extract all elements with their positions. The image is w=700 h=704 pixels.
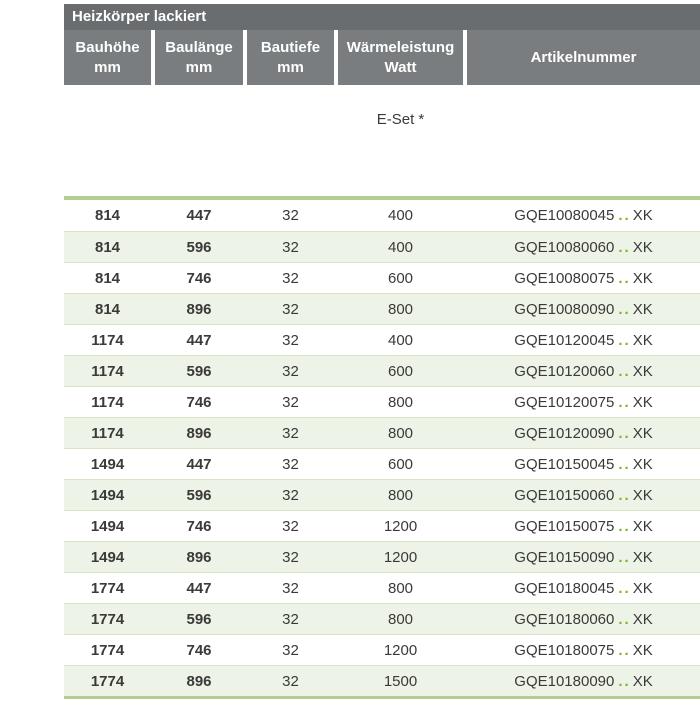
artikelnummer-suffix: XK xyxy=(632,331,653,349)
cell-bauhoehe: 1774 xyxy=(90,672,125,690)
artikelnummer-prefix: GQE10080075 xyxy=(514,269,615,287)
artikelnummer-suffix: XK xyxy=(632,579,653,597)
cell-waermeleistung: 400 xyxy=(387,238,414,256)
table-row xyxy=(64,665,700,696)
cell-bautiefe: 32 xyxy=(282,455,299,473)
artikelnummer-prefix: GQE10120045 xyxy=(514,331,615,349)
cell-artikelnummer xyxy=(467,666,700,696)
cell-artikelnummer xyxy=(467,387,700,417)
table-row xyxy=(64,417,700,448)
table-row xyxy=(64,572,700,603)
cell-bauhoehe: 1174 xyxy=(91,331,124,349)
cell-bauhoehe: 1494 xyxy=(90,486,125,504)
artikelnummer-placeholder-dots: .. xyxy=(618,548,631,566)
cell-waermeleistung: 600 xyxy=(387,455,414,473)
column-header-waermeleistung xyxy=(338,30,463,85)
table-row xyxy=(64,448,700,479)
cell-waermeleistung: 800 xyxy=(387,300,414,318)
cell-baulaenge: 746 xyxy=(186,269,212,287)
table-row xyxy=(64,324,700,355)
column-header-unit: mm xyxy=(185,58,213,76)
cell-bauhoehe: 814 xyxy=(94,300,121,318)
artikelnummer-suffix: XK xyxy=(632,610,653,628)
cell-bauhoehe: 814 xyxy=(94,207,121,224)
column-header-label: Bauhöhe xyxy=(75,39,140,56)
artikelnummer-suffix: XK xyxy=(632,517,653,535)
cell-waermeleistung: 800 xyxy=(387,610,414,628)
cell-artikelnummer xyxy=(467,449,700,479)
table-row xyxy=(64,293,700,324)
radiator-spec-table xyxy=(64,4,700,699)
artikelnummer-placeholder-dots: .. xyxy=(618,486,631,504)
cell-bauhoehe: 814 xyxy=(94,238,121,256)
artikelnummer-placeholder-dots: .. xyxy=(618,517,631,535)
cell-waermeleistung: 600 xyxy=(387,362,414,380)
artikelnummer-suffix: XK xyxy=(632,548,653,566)
artikelnummer-placeholder-dots: .. xyxy=(618,610,631,628)
column-header-unit: mm xyxy=(277,58,304,76)
column-header-label: Artikelnummer xyxy=(530,48,637,66)
cell-baulaenge: 596 xyxy=(186,610,212,628)
cell-bauhoehe: 1494 xyxy=(90,455,125,473)
cell-bautiefe: 32 xyxy=(282,672,299,690)
cell-bauhoehe: 1174 xyxy=(91,362,124,380)
artikelnummer-suffix: XK xyxy=(632,641,653,659)
artikelnummer-placeholder-dots: .. xyxy=(618,300,631,318)
artikelnummer-placeholder-dots: .. xyxy=(618,424,631,442)
column-header-unit: mm xyxy=(94,58,121,76)
cell-baulaenge: 746 xyxy=(186,393,212,411)
artikelnummer-suffix: XK xyxy=(632,424,653,442)
cell-bautiefe: 32 xyxy=(282,207,299,224)
cell-artikelnummer xyxy=(467,418,700,448)
cell-bautiefe: 32 xyxy=(282,393,299,411)
artikelnummer-prefix: GQE10120090 xyxy=(514,424,615,442)
column-header-artikelnummer xyxy=(467,30,700,85)
artikelnummer-suffix: XK xyxy=(632,207,653,224)
artikelnummer-prefix: GQE10120060 xyxy=(514,362,615,380)
table-row xyxy=(64,386,700,417)
cell-bautiefe: 32 xyxy=(282,269,299,287)
cell-bauhoehe: 1494 xyxy=(90,517,125,535)
table-row xyxy=(64,634,700,665)
cell-artikelnummer xyxy=(467,263,700,293)
artikelnummer-suffix: XK xyxy=(632,238,653,256)
cell-baulaenge: 596 xyxy=(186,486,212,504)
cell-bautiefe: 32 xyxy=(282,579,299,597)
artikelnummer-placeholder-dots: .. xyxy=(618,207,631,224)
cell-baulaenge: 896 xyxy=(186,300,212,318)
cell-artikelnummer xyxy=(467,356,700,386)
cell-waermeleistung: 1200 xyxy=(383,517,418,535)
column-header-label: Bautiefe xyxy=(260,39,321,56)
artikelnummer-prefix: GQE10150090 xyxy=(514,548,615,566)
table-row xyxy=(64,355,700,386)
cell-bautiefe: 32 xyxy=(282,486,299,504)
cell-baulaenge: 746 xyxy=(186,517,212,535)
artikelnummer-prefix: GQE10120075 xyxy=(514,393,615,411)
cell-baulaenge: 447 xyxy=(186,331,212,349)
cell-artikelnummer xyxy=(467,232,700,262)
artikelnummer-prefix: GQE10180060 xyxy=(514,610,615,628)
cell-waermeleistung: 800 xyxy=(387,486,414,504)
subheader-cell-empty xyxy=(247,85,334,196)
table-row xyxy=(64,479,700,510)
table-row xyxy=(64,510,700,541)
cell-baulaenge: 447 xyxy=(186,207,212,224)
artikelnummer-suffix: XK xyxy=(632,300,653,318)
column-header-baulaenge xyxy=(155,30,243,85)
artikelnummer-placeholder-dots: .. xyxy=(618,393,631,411)
column-header-label: Baulänge xyxy=(165,39,233,56)
artikelnummer-suffix: XK xyxy=(632,672,653,690)
table-row xyxy=(64,541,700,572)
cell-waermeleistung: 800 xyxy=(387,424,414,442)
artikelnummer-suffix: XK xyxy=(632,455,653,473)
artikelnummer-placeholder-dots: .. xyxy=(618,269,631,287)
cell-bautiefe: 32 xyxy=(282,362,299,380)
artikelnummer-placeholder-dots: .. xyxy=(618,455,631,473)
cell-baulaenge: 596 xyxy=(186,238,212,256)
cell-baulaenge: 896 xyxy=(186,424,212,442)
cell-baulaenge: 896 xyxy=(186,548,212,566)
cell-waermeleistung: 600 xyxy=(387,269,414,287)
cell-bautiefe: 32 xyxy=(282,300,299,318)
cell-waermeleistung: 800 xyxy=(387,393,414,411)
cell-bauhoehe: 1174 xyxy=(91,393,124,411)
artikelnummer-placeholder-dots: .. xyxy=(618,238,631,256)
artikelnummer-prefix: GQE10150075 xyxy=(514,517,615,535)
table-row xyxy=(64,603,700,634)
cell-artikelnummer xyxy=(467,573,700,603)
table-title: Heizkörper lackiert xyxy=(64,4,700,30)
cell-bautiefe: 32 xyxy=(282,548,299,566)
table-header-row xyxy=(64,30,700,85)
artikelnummer-prefix: GQE10150045 xyxy=(514,455,615,473)
artikelnummer-prefix: GQE10180075 xyxy=(514,641,615,659)
cell-bauhoehe: 814 xyxy=(94,269,121,287)
artikelnummer-prefix: GQE10080090 xyxy=(514,300,615,318)
cell-artikelnummer xyxy=(467,325,700,355)
artikelnummer-prefix: GQE10180045 xyxy=(514,579,615,597)
table-bottom-rule xyxy=(64,696,700,699)
cell-artikelnummer xyxy=(467,200,700,231)
cell-bautiefe: 32 xyxy=(282,331,299,349)
artikelnummer-placeholder-dots: .. xyxy=(618,331,631,349)
artikelnummer-prefix: GQE10180090 xyxy=(514,672,615,690)
table-row xyxy=(64,262,700,293)
cell-bautiefe: 32 xyxy=(282,641,299,659)
cell-baulaenge: 447 xyxy=(186,455,212,473)
cell-baulaenge: 447 xyxy=(186,579,212,597)
subheader-cell-empty xyxy=(467,85,700,196)
table-subheader-row xyxy=(64,85,700,196)
cell-bauhoehe: 1774 xyxy=(90,641,125,659)
table-body xyxy=(64,200,700,696)
artikelnummer-placeholder-dots: .. xyxy=(618,672,631,690)
cell-baulaenge: 596 xyxy=(186,362,212,380)
cell-bauhoehe: 1174 xyxy=(91,424,124,442)
column-header-bautiefe xyxy=(247,30,334,85)
artikelnummer-suffix: XK xyxy=(632,486,653,504)
cell-artikelnummer xyxy=(467,511,700,541)
cell-artikelnummer xyxy=(467,294,700,324)
table-row xyxy=(64,200,700,231)
cell-bauhoehe: 1774 xyxy=(90,610,125,628)
cell-bautiefe: 32 xyxy=(282,238,299,256)
artikelnummer-prefix: GQE10080045 xyxy=(514,207,615,224)
artikelnummer-placeholder-dots: .. xyxy=(618,641,631,659)
subheader-cell-empty xyxy=(64,85,151,196)
cell-bautiefe: 32 xyxy=(282,424,299,442)
artikelnummer-suffix: XK xyxy=(632,393,653,411)
cell-baulaenge: 746 xyxy=(186,641,212,659)
table-row xyxy=(64,231,700,262)
cell-waermeleistung: 800 xyxy=(387,579,414,597)
cell-waermeleistung: 1500 xyxy=(383,672,418,690)
cell-waermeleistung: 1200 xyxy=(383,548,418,566)
column-header-unit: Watt xyxy=(384,58,417,76)
cell-waermeleistung: 400 xyxy=(387,207,414,224)
column-header-label: Wärmeleistung xyxy=(346,39,455,56)
cell-artikelnummer xyxy=(467,542,700,572)
cell-waermeleistung: 400 xyxy=(387,331,414,349)
subheader-cell-empty xyxy=(155,85,243,196)
cell-waermeleistung: 1200 xyxy=(383,641,418,659)
artikelnummer-suffix: XK xyxy=(632,269,653,287)
artikelnummer-placeholder-dots: .. xyxy=(618,579,631,597)
column-header-bauhoehe xyxy=(64,30,151,85)
cell-artikelnummer xyxy=(467,604,700,634)
cell-bauhoehe: 1494 xyxy=(90,548,125,566)
cell-artikelnummer xyxy=(467,635,700,665)
cell-bauhoehe: 1774 xyxy=(90,579,125,597)
artikelnummer-prefix: GQE10150060 xyxy=(514,486,615,504)
cell-baulaenge: 896 xyxy=(186,672,212,690)
cell-artikelnummer xyxy=(467,480,700,510)
cell-bautiefe: 32 xyxy=(282,610,299,628)
artikelnummer-suffix: XK xyxy=(632,362,653,380)
artikelnummer-prefix: GQE10080060 xyxy=(514,238,615,256)
cell-bautiefe: 32 xyxy=(282,517,299,535)
artikelnummer-placeholder-dots: .. xyxy=(618,362,631,380)
subheader-eset-label: E-Set * xyxy=(376,111,425,128)
